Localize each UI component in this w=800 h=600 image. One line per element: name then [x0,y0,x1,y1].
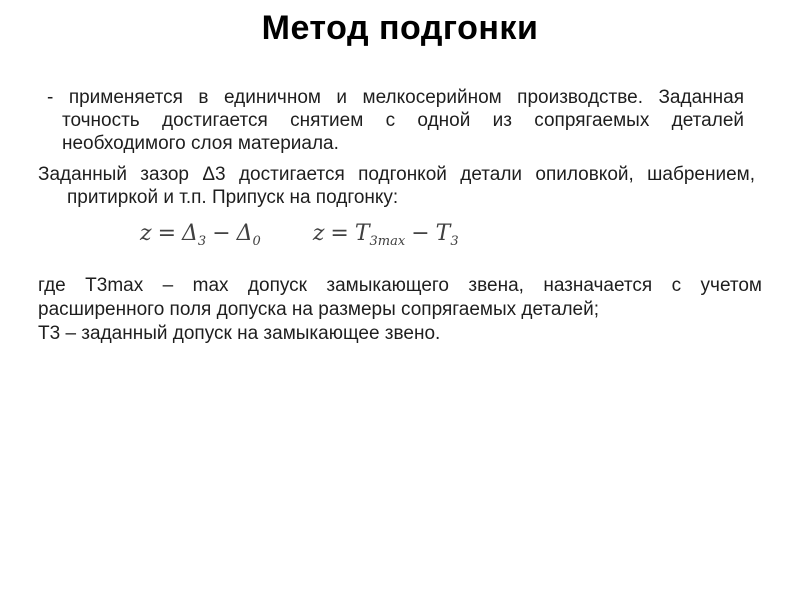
text-line: притиркой и т.п. Припуск на подгонку: [67,187,399,208]
formula-subscript: 0 [252,234,261,249]
formula-term: Δ [182,221,198,246]
text-line: - применяется в единичном и мелкосерийном производстве. Заданная [47,87,744,108]
minus-sign: − [212,221,231,246]
text-line: необходимого слоя материала. [62,133,339,154]
formula-term: T [354,221,370,246]
formula-row [140,219,459,249]
text-line: Заданный зазор Δ3 достигается подгонкой детали опиловкой, шабрением, [38,164,755,185]
formula-term: Δ [236,221,253,246]
minus-sign: − [411,221,430,246]
formula-allowance-tolerance [313,219,459,249]
formula-variable: z [312,221,325,246]
slide-title: Метод подгонки [261,9,539,47]
paragraph-application [47,86,744,155]
text-line: где Т3max – max допуск замыкающего звена, назначается с учетом [38,275,762,296]
text-line: расширенного поля допуска на размеры сопрягаемых деталей; [38,299,600,320]
text-line: точность достигается снятием с одной из сопрягаемых деталей [62,110,744,131]
formula-term: T [435,221,451,246]
formula-variable: z [140,221,152,246]
formula-allowance-clearance [140,219,261,249]
paragraph-clearance [38,163,755,209]
paragraph-definitions [38,274,762,346]
formula-subscript: 3 [450,234,459,249]
formula-subscript: 3max [369,234,406,249]
formula-subscript: 3 [197,234,207,249]
text-line: Т3 – заданный допуск на замыкающее звено. [38,323,441,344]
equals-sign: = [157,221,177,246]
equals-sign: = [330,221,349,246]
